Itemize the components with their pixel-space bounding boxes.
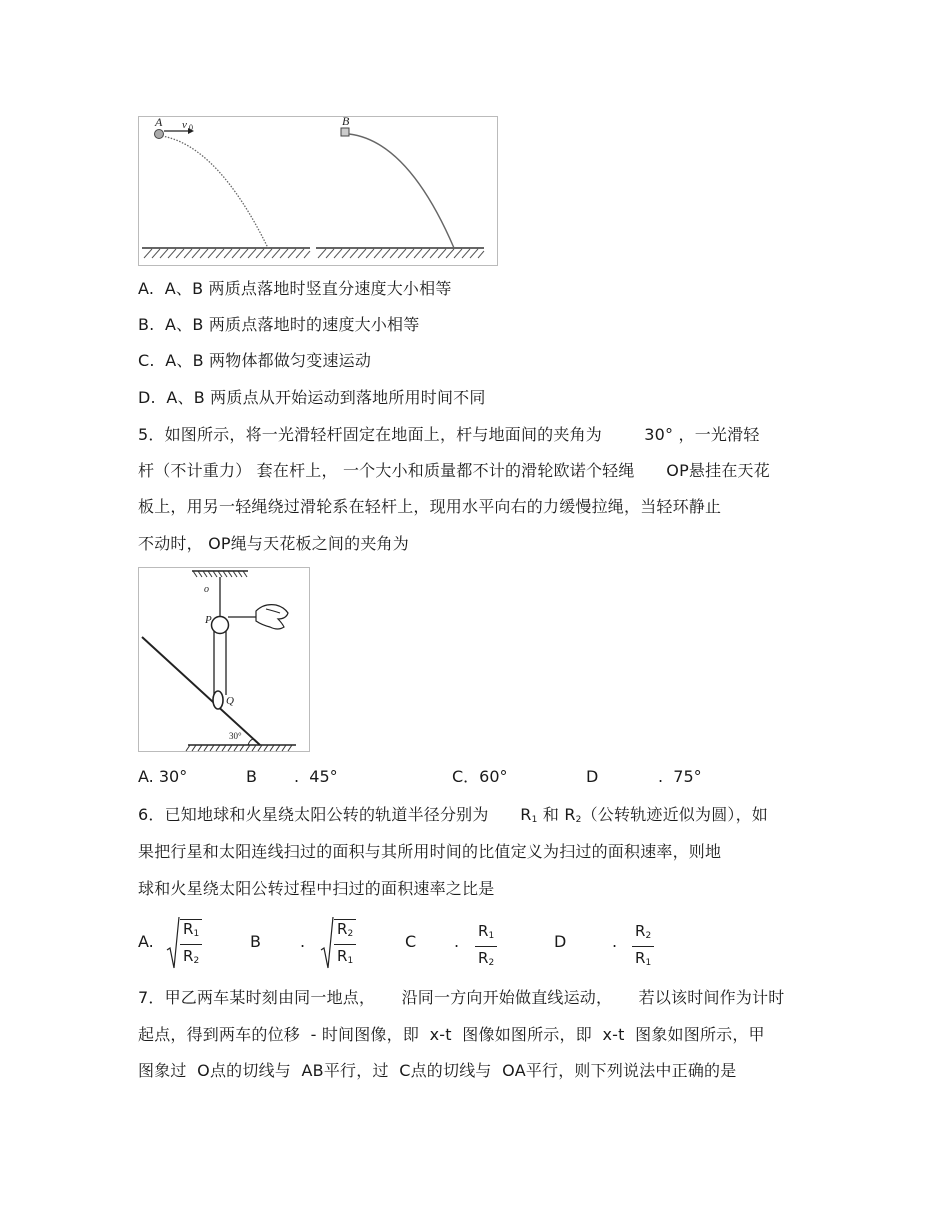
q6-a-num: $R_1$	[180, 920, 202, 945]
label-v0: v	[182, 119, 187, 131]
q5-option-d-letter: D	[586, 767, 599, 786]
q6-option-a-fraction	[180, 919, 202, 970]
ground-right	[316, 248, 484, 258]
sqrt-icon	[320, 916, 334, 970]
q6-d-num: $R_2$	[632, 922, 654, 947]
label-q: Q	[226, 695, 234, 707]
label-angle: 30°	[229, 731, 242, 741]
pulley-figure	[138, 567, 310, 752]
q5-line-2: 杆（不计重力） 套在杆上， 一个大小和质量都不计的滑轮欧诺个轻绳 OP悬挂在天花	[138, 461, 770, 480]
q6-option-b-label: B	[250, 932, 261, 951]
q4-option-c: C. A、B 两物体都做匀变速运动	[138, 351, 372, 370]
projectile-figure	[138, 116, 498, 266]
q6-line-2: 果把行星和太阳连线扫过的面积与其所用时间的比值定义为扫过的面积速率，则地	[138, 842, 722, 861]
q5-line-3: 板上，用另一轻绳绕过滑轮系在轻杆上，现用水平向右的力缓慢拉绳，当轻环静止	[138, 497, 722, 516]
pulley-p	[212, 617, 229, 634]
q5-option-a: A. 30°	[138, 767, 188, 786]
q5-option-b-value: . 45°	[294, 767, 338, 786]
q6-line-1	[138, 805, 768, 830]
q6-line-3: 球和火星绕太阳公转过程中扫过的面积速率之比是	[138, 879, 495, 898]
q6-line-1-head: 6．已知地球和火星绕太阳公转的轨道半径分别为 R	[138, 805, 532, 824]
ball-a	[155, 130, 164, 139]
q7-line-3: 图象过 O点的切线与 AB平行，过 C点的切线与 OA平行，则下列说法中正确的是	[138, 1061, 737, 1080]
q6-a-den: $R_2$	[183, 947, 200, 966]
q7-line-1: 7．甲乙两车某时刻由同一地点， 沿同一方向开始做直线运动， 若以该时间作为计时	[138, 988, 785, 1007]
label-a: A	[155, 116, 163, 129]
q5-option-b-letter: B	[246, 767, 257, 786]
q6-option-c-label: C	[405, 932, 417, 951]
q5-line-4: 不动时， OP绳与天花板之间的夹角为	[138, 534, 409, 553]
ground-left	[142, 248, 310, 258]
q6-option-b-dot: .	[300, 932, 306, 951]
block-b	[341, 128, 349, 136]
q6-option-d-dot: .	[612, 932, 618, 951]
q6-r2-sub: 2	[575, 815, 582, 825]
q4-option-b: B. A、B 两质点落地时的速度大小相等	[138, 315, 420, 334]
sqrt-icon	[166, 916, 180, 970]
hand-icon	[256, 605, 288, 629]
q4-option-a: A. A、B 两质点落地时竖直分速度大小相等	[138, 279, 452, 298]
q6-b-den: $R_1$	[337, 947, 354, 966]
pulley-diagram	[138, 567, 310, 752]
q6-option-d-label: D	[554, 932, 567, 951]
q6-option-c-fraction	[475, 922, 497, 972]
q6-option-d-fraction	[632, 922, 654, 972]
q6-option-c-dot: .	[454, 932, 460, 951]
label-b: B	[342, 116, 350, 128]
q6-and-r2: 和 R	[537, 805, 576, 824]
q6-r1-sub: 1	[531, 815, 538, 825]
ring-q	[213, 691, 223, 709]
q4-option-d: D. A、B 两质点从开始运动到落地所用时间不同	[138, 388, 486, 407]
label-o: o	[204, 584, 209, 595]
q6-c-num: $R_1$	[475, 922, 497, 947]
q6-b-num: $R_2$	[334, 920, 356, 945]
label-v0-sub: 0	[189, 123, 193, 132]
q5-option-d-value: . 75°	[658, 767, 702, 786]
label-p: P	[205, 614, 212, 626]
q5-option-c: C．60°	[452, 767, 508, 786]
q7-line-2: 起点，得到两车的位移 - 时间图像，即 x-t 图像如图所示，即 x-t 图象如图所示，甲	[138, 1025, 765, 1044]
q6-line-1-tail: （公转轨迹近似为圆），如	[581, 805, 768, 824]
q5-line-1: 5．如图所示，将一光滑轻杆固定在地面上，杆与地面间的夹角为 30° ，一光滑轻	[138, 425, 760, 444]
projectile-diagram	[138, 116, 498, 266]
trajectory-b	[349, 134, 454, 248]
q6-c-den: $R_2$	[478, 949, 495, 968]
q6-option-b-fraction	[334, 919, 356, 970]
trajectory-a	[162, 136, 268, 248]
q6-option-a-label: A.	[138, 932, 154, 951]
q6-d-den: $R_1$	[635, 949, 652, 968]
inclined-rod	[142, 637, 260, 745]
